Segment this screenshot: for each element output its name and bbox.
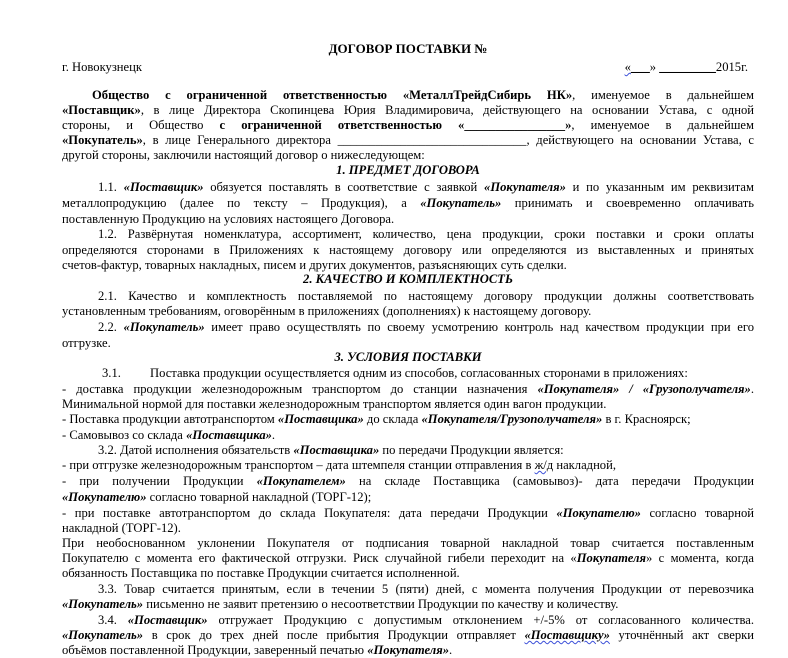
clause-line: 3.1. Поставка продукции осуществляется одним из способов, согласованных сторонами в приложениях: <box>102 366 688 380</box>
clause-line: 1.2. Развёрнутая номенклатура, ассортимент, количество, цена продукции, сроки поставки и сроки оплаты <box>98 227 754 241</box>
clause-line: определяются сторонами в Приложениях к настоящему договору или определяются из выставленных и принятых <box>62 243 754 257</box>
intro-line: другой стороны, заключили настоящий договор о нижеследующем: <box>62 148 425 162</box>
clause-line: установленным требованиям, оговорённым в приложениях (дополнениях) к настоящему договору. <box>62 304 592 318</box>
list-item: - Самовывоз со склада «Поставщика». <box>62 428 276 442</box>
list-item: - при отгрузке железнодорожным транспортом – дата штемпеля станции отправления в ж/д накладной, <box>62 458 616 472</box>
document-title: ДОГОВОР ПОСТАВКИ № <box>328 41 488 56</box>
list-item: Минимальной нормой для поставки железнодорожным транспортом является один вагон продукции. <box>62 397 607 411</box>
section-heading: 2. КАЧЕСТВО И КОМПЛЕКТНОСТЬ <box>303 272 513 286</box>
list-item: - при получении Продукции «Покупателем» на складе Поставщика (самовывоз)- дата передачи Продукции <box>62 474 754 488</box>
clause-line: объёмов поставленной Продукции, заверенный печатью «Покупателя». <box>62 643 453 657</box>
list-item: «Покупателю» согласно товарной накладной (ТОРГ-12); <box>62 490 372 504</box>
list-item: накладной (ТОРГ-12). <box>62 521 181 535</box>
intro-line: «Поставщик», в лице Директора Скопинцева Юрия Владимировича, действующего на основании Устава, с одной <box>62 103 754 117</box>
clause-line: отгрузке. <box>62 336 111 350</box>
clause-line: 3.4. «Поставщик» отгружает Продукцию с допустимым отклонением +/-5% от согласованного количества. <box>98 613 754 627</box>
city: г. Новокузнецк <box>62 60 142 74</box>
clause-line: обязанность Поставщика по поставке Продукции считается исполненной. <box>62 566 460 580</box>
clause-line: Покупателю с момента его фактической отгрузки. Риск случайной гибели переходит на «Покупателя» с момента, когда <box>62 551 754 565</box>
clause-line: 3.3. Товар считается принятым, если в течении 5 (пяти) дней, с момента получения Продукции от перевозчика <box>98 582 754 596</box>
clause-line: счетов-фактур, товарных накладных, писем и других документов, разъясняющих суть сделки. <box>62 258 567 272</box>
section-heading: 3. УСЛОВИЯ ПОСТАВКИ <box>334 350 482 364</box>
list-item: - при поставке автотранспортом до склада Покупателя: дата передачи Продукции «Покупателю» согласно товарной <box>62 506 754 520</box>
clause-line: 2.1. Качество и комплектность поставляемой по настоящему договору продукции должны соответствовать <box>98 289 754 303</box>
clause-line: 1.1. «Поставщик» обязуется поставлять в соответствие с заявкой «Покупателя» и по указанным им реквизитам <box>98 180 754 194</box>
clause-line: 2.2. «Покупатель» имеет право осуществлять по своему усмотрению контроль над качеством продукции при его <box>98 320 755 334</box>
list-item: - доставка продукции железнодорожным транспортом до станции назначения «Покупателя» / «Грузополучателя». <box>62 382 754 396</box>
intro-line: «Покупатель», в лице Генерального директора ______________________________, действующего на основании Устава, с <box>62 133 754 147</box>
intro-line: Общество с ограниченной ответственностью «МеталлТрейдСибирь НК», именуемое в дальнейшем <box>92 88 754 102</box>
contract-date: «___» _________2015г. <box>624 60 748 74</box>
intro-line: стороны, и Общество с ограниченной ответственностью «________________», именуемое в дальнейшем <box>62 118 754 132</box>
city-date-line <box>62 60 754 75</box>
section-heading: 1. ПРЕДМЕТ ДОГОВОРА <box>336 163 480 177</box>
list-item: - Поставка продукции автотранспортом «Поставщика» до склада «Покупателя/Грузополучателя» в г. Красноярск; <box>62 412 691 426</box>
clause-line: металлопродукцию (далее по тексту – Продукция), а «Покупатель» принимать и своевременно оплачивать <box>62 196 754 210</box>
clause-line: «Покупатель» в срок до трех дней после прибытия Продукции отправляет «Поставщику» уточнённый акт сверки <box>62 628 754 642</box>
clause-line: «Покупатель» письменно не заявит претензию о несоответствии Продукции по качеству и количеству. <box>62 597 619 611</box>
clause-line: При необоснованном уклонении Покупателя от подписания товарной накладной товар считается поставленным <box>62 536 754 550</box>
clause-line: 3.2. Датой исполнения обязательств «Поставщика» по передачи Продукции является: <box>98 443 564 457</box>
clause-line: поставленную Продукцию на условиях настоящего Договора. <box>62 212 395 226</box>
